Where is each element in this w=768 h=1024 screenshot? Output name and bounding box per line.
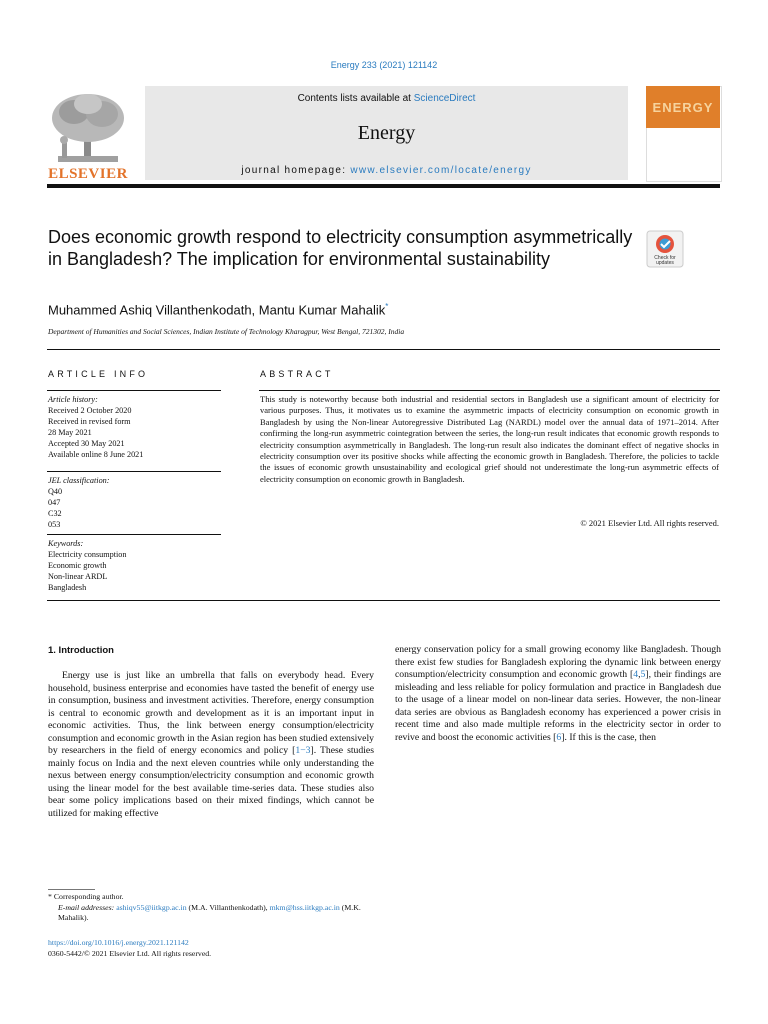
jel-code: 053: [48, 520, 61, 529]
jel-code: C32: [48, 509, 62, 518]
body-text: ], their findings are misleading and less reliable for policy formulation and practice in Bangladesh due to the usage of a linear model on non-linear data series. However, the non-linear data series are obvious as Bangladesh economy has experienced a power crisis in recent time and also made multiple reforms in the electricity sector in order to revive and boost the economic activities [: [395, 669, 721, 743]
homepage-prefix: journal homepage:: [241, 165, 351, 176]
divider: [259, 390, 720, 391]
affiliation: Department of Humanities and Social Sciences, Indian Institute of Technology Kharagpur, West Bengal, 721302, India: [48, 327, 405, 336]
keywords: [48, 538, 223, 593]
citation-link[interactable]: 1−3: [295, 745, 311, 757]
footnotes: [48, 892, 374, 924]
contents-prefix: Contents lists available at: [297, 93, 414, 104]
divider: [47, 600, 720, 601]
corresponding-author-note: * Corresponding author.: [48, 892, 124, 901]
header-rule: [47, 184, 720, 188]
body-column-right: [395, 644, 721, 744]
doi-link[interactable]: https://doi.org/10.1016/j.energy.2021.121142: [48, 938, 189, 947]
email-link[interactable]: mkm@hss.iitkgp.ac.in: [269, 902, 340, 912]
citation-link[interactable]: 5: [640, 669, 646, 681]
article-history: [48, 394, 223, 460]
jel-label: JEL classification:: [48, 476, 110, 485]
divider: [47, 349, 720, 350]
body-column-left: [48, 670, 374, 821]
history-item: Available online 8 June 2021: [48, 450, 144, 459]
citation-separator: ,: [638, 669, 641, 681]
keyword: Economic growth: [48, 561, 107, 570]
check-for-updates-icon[interactable]: [646, 230, 684, 268]
email-link[interactable]: ashiqv55@iitkgp.ac.in: [116, 902, 187, 912]
citation-link[interactable]: 4: [633, 669, 639, 681]
publisher-logo-text: ELSEVIER: [48, 166, 128, 182]
body-text: Energy use is just like an umbrella that falls on everybody head. Every household, business enterprise and economies have tasted the benefit of energy use in consumption, business and investment activities. Therefore, energy consumption is central to economic growth and development as it is an important input in economic activities. Thus, the link between energy consumption/electricity consumption and economic growth in the Asian region has been studied extensively by researchers in the field of energy economics and policy [: [48, 670, 374, 757]
abstract-heading: ABSTRACT: [260, 369, 334, 379]
history-item: Accepted 30 May 2021: [48, 439, 125, 448]
citation-link[interactable]: 6: [556, 731, 562, 743]
history-item: Received in revised form: [48, 417, 131, 426]
svg-text:updates: updates: [656, 260, 674, 266]
jel-code: 047: [48, 498, 61, 507]
email-owner: (M.A. Villanthenkodath),: [186, 902, 270, 912]
abstract-text: This study is noteworthy because both industrial and residential sectors in Bangladesh use a significant amount of electricity for various purposes. Thus, it motivates us to examine the asymmetric impacts of electricity consumption on economic growth in Bangladesh by using the Non-linear Autoregressive Distributed Lag (NARDL) model over the annual data of 1971–2014. After confirming the long-run asymmetric cointegration between the series, the long-run result indicates that economic growth responds to electricity consumption asymmetrically in Bangladesh. The long-run result also indicates the dominant effect of negative shocks in electricity consumption over its positive shocks while affecting the economic growth in Bangladesh. Therefore, the policies to tackle the issues of economic growth unsustainability and ecological grief should not underestimate the long-run asymmetric effects of electricity consumption on economic growth in Bangladesh.: [260, 394, 719, 484]
footnote-rule: [48, 889, 95, 890]
jel-code: Q40: [48, 487, 63, 496]
body-text: energy conservation policy for a small growing economy like Bangladesh. Though there exist few studies for Bangladesh exploring the dynamic link between energy consumption/electricity consumption and economic growth [: [395, 644, 721, 681]
corresponding-author-mark[interactable]: *: [385, 302, 389, 311]
keywords-label: Keywords:: [48, 539, 84, 548]
email-label: E-mail addresses:: [58, 902, 115, 912]
body-text: ]. These studies mainly focus on India and the next eleven countries while only understanding the nexus between energy consumption/electricity consumption and economic growth using the linear model for the best available time-series data. These studies also bear some policy implications based on their mixed findings, which cannot be utilized for making effective: [48, 745, 375, 820]
section-heading-introduction: 1. Introduction: [48, 645, 114, 656]
email-note: [48, 903, 374, 924]
journal-homepage-link[interactable]: www.elsevier.com/locate/energy: [350, 165, 532, 176]
contents-line: [145, 93, 628, 104]
abstract-copyright: © 2021 Elsevier Ltd. All rights reserved.: [580, 518, 719, 528]
article-info-heading: ARTICLE INFO: [48, 369, 149, 379]
divider: [47, 534, 221, 535]
email-owner: (M.K. Mahalik).: [58, 902, 361, 923]
issn-copyright: 0360-5442/© 2021 Elsevier Ltd. All rights reserved.: [48, 949, 212, 958]
cover-title: ENERGY: [652, 100, 714, 115]
divider: [47, 471, 221, 472]
author-names: Muhammed Ashiq Villanthenkodath, Mantu Kumar Mahalik: [48, 302, 386, 318]
keyword: Non-linear ARDL: [48, 572, 108, 581]
history-item: Received 2 October 2020: [48, 406, 132, 415]
history-item: 28 May 2021: [48, 428, 92, 437]
sciencedirect-link[interactable]: ScienceDirect: [413, 93, 476, 104]
svg-text:Check for: Check for: [654, 255, 676, 261]
keyword: Bangladesh: [48, 583, 87, 592]
jel-classification: [48, 475, 223, 530]
divider: [47, 390, 221, 391]
keyword: Electricity consumption: [48, 550, 127, 559]
journal-name: Energy: [357, 122, 416, 144]
article-title: Does economic growth respond to electricity consumption asymmetrically in Bangladesh? The implication for environmental sustainability: [48, 227, 633, 269]
body-text: ]. If this is the case, then: [561, 731, 656, 743]
homepage-line: [145, 165, 628, 176]
journal-reference-link[interactable]: Energy 233 (2021) 121142: [330, 60, 438, 70]
history-label: Article history:: [48, 395, 98, 404]
author-list: [48, 302, 388, 317]
